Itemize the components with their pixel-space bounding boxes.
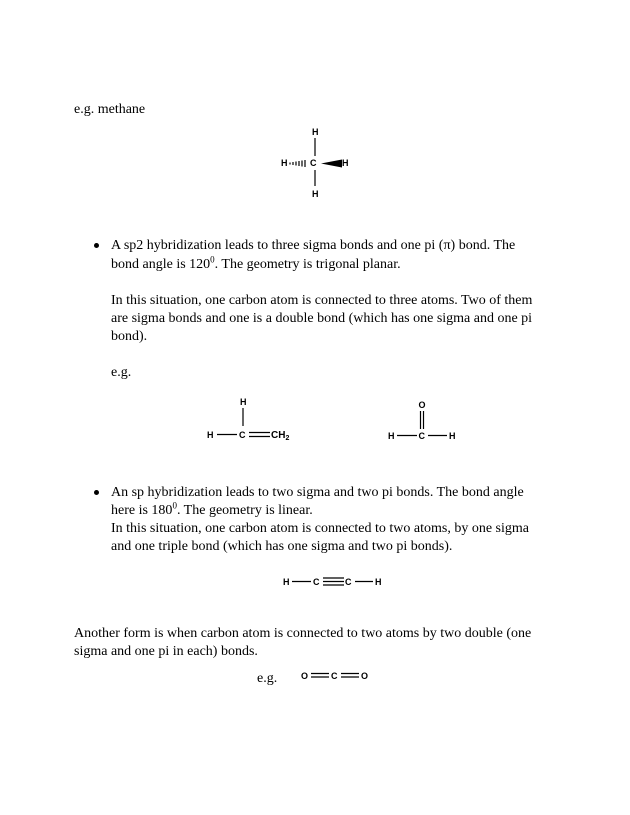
- atom-h-right: H: [375, 577, 382, 587]
- co2-eg: e.g.: [257, 671, 278, 686]
- atom-h-right: H: [342, 158, 349, 168]
- sp-line-1: An sp hybridization leads to two sigma and two pi bonds. The bond angle: [111, 485, 524, 500]
- atom-h-left: H: [388, 431, 395, 441]
- atom-h-bottom: H: [312, 189, 319, 199]
- atom-o-right: O: [361, 671, 369, 681]
- sp-line-2: here is $180^0$. The geometry is linear.: [111, 500, 313, 518]
- another-form-line-2: sigma and one pi in each) bonds.: [74, 644, 258, 659]
- sp2-eg: e.g.: [111, 365, 132, 380]
- formaldehyde-structure: [383, 398, 473, 448]
- sp2-para-line-1: In this situation, one carbon atom is connected to three atoms. Two of them: [111, 293, 533, 308]
- atom-c-ethene: C: [239, 430, 246, 440]
- co2-structure: [298, 666, 378, 686]
- ethyne-structure: [280, 570, 390, 592]
- another-form-line-1: Another form is when carbon atom is connected to two atoms by two double (one: [74, 626, 532, 641]
- sp2-para-line-2: are sigma bonds and one is a double bond (which has one sigma and one pi: [111, 311, 533, 326]
- atom-c-methane: C: [310, 158, 317, 168]
- atom-h-left: H: [283, 577, 290, 587]
- atom-c-2: C: [345, 577, 352, 587]
- sp-line-4: and one triple bond (which has one sigma and two pi bonds).: [111, 539, 453, 554]
- ethene-structure: [203, 394, 313, 449]
- methane-intro: e.g. methane: [74, 102, 146, 117]
- sp2-para-line-3: bond).: [111, 329, 148, 344]
- atom-c-1: C: [313, 577, 320, 587]
- atom-h-left: H: [207, 430, 214, 440]
- atom-h-left: H: [281, 158, 288, 168]
- atom-o-left: O: [301, 671, 309, 681]
- atom-o: O: [418, 400, 426, 410]
- sp2-line-2: bond angle is $120^0$. The geometry is trigonal planar.: [111, 254, 401, 272]
- atom-h-right: H: [449, 431, 456, 441]
- bullet-sp: [94, 490, 99, 495]
- sp-line-3: In this situation, one carbon atom is connected to two atoms, by one sigma: [111, 521, 529, 536]
- methane-structure: [272, 124, 362, 204]
- atom-c-formaldehyde: C: [418, 431, 425, 441]
- sp2-line-1: A sp2 hybridization leads to three sigma bonds and one pi (π) bond. The: [111, 238, 516, 253]
- atom-h-top: H: [240, 397, 247, 407]
- bullet-sp2: [94, 243, 99, 248]
- atom-h-top: H: [312, 127, 319, 137]
- atom-c-co2: C: [331, 671, 338, 681]
- atom-ch2: $CH_2$: [271, 430, 290, 442]
